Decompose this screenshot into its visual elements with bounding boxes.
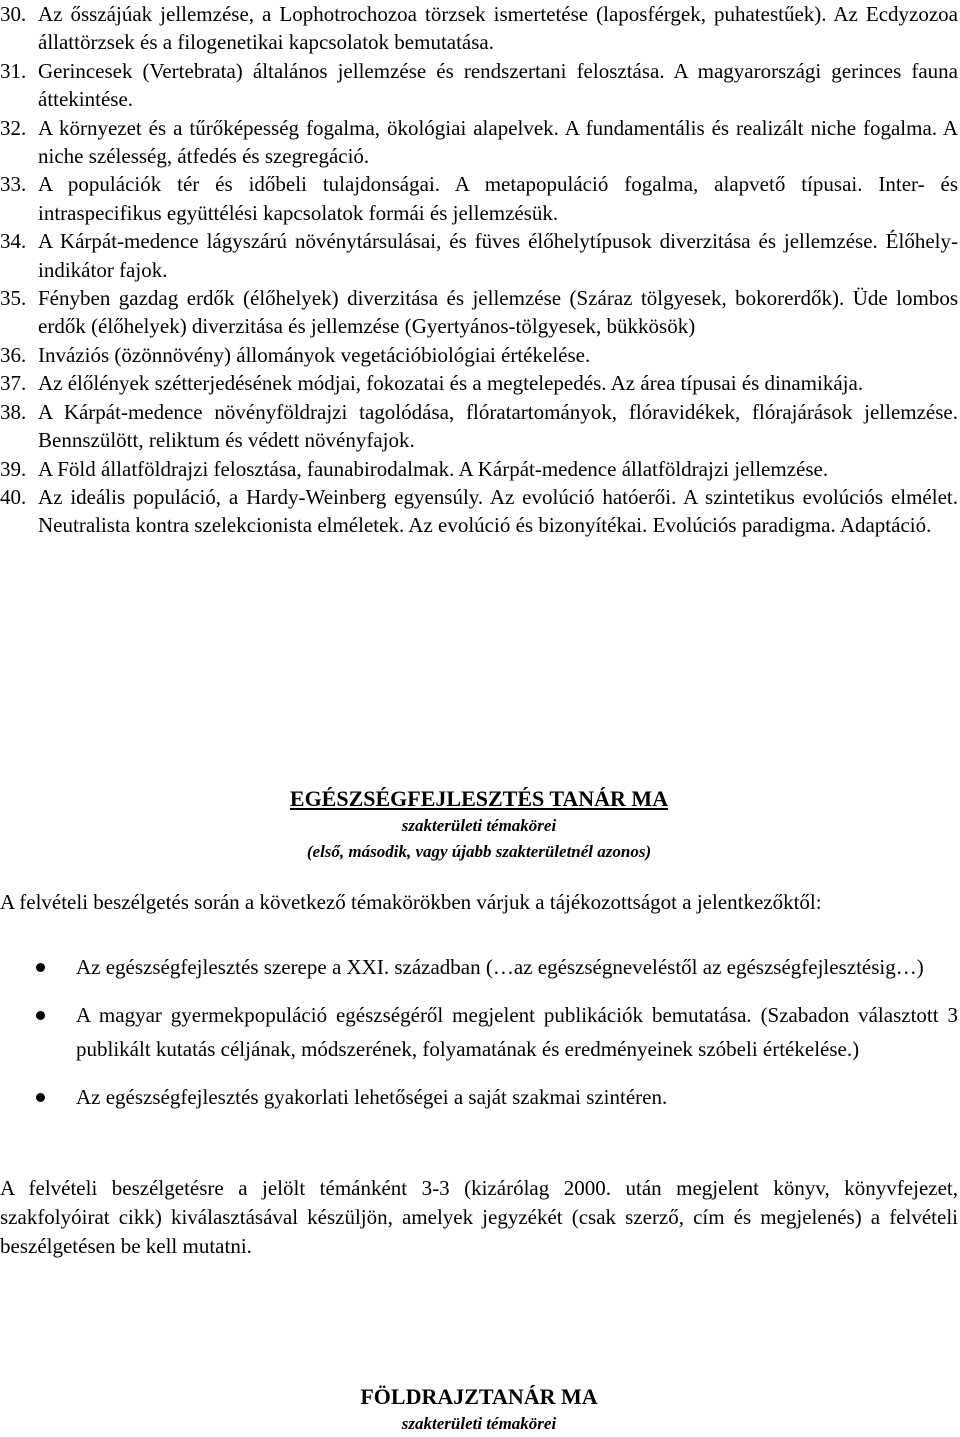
bullet-icon xyxy=(36,1093,45,1102)
topic-text: Inváziós (özönnövény) állományok vegetációbiológiai értékelése. xyxy=(38,342,591,367)
topic-number: 32. xyxy=(0,115,27,140)
topic-text: A populációk tér és időbeli tulajdonságai. A metapopuláció fogalma, alapvető típusai. Inter- és intraspecifikus együttélési kapcsolatok formái és jellemzésük. xyxy=(38,172,958,225)
topic-text: A Kárpát-medence lágyszárú növénytársulásai, és füves élőhelytípusok diverzitása és jellemzése. Élőhely-indikátor fajok. xyxy=(38,229,958,282)
topic-list xyxy=(0,0,958,540)
section-title: FÖLDRAJZTANÁR MA xyxy=(360,1384,598,1409)
topic-text: Az ősszájúak jellemzése, a Lophotrochozoa törzsek ismertetése (laposférgek, puhatestűek). Az Ecdyzozoa állattörzsek és a filogenetikai kapcsolatok bemutatása. xyxy=(38,2,958,55)
topic-text: Fényben gazdag erdők (élőhelyek) diverzitása és jellemzése (Száraz tölgyesek, bokorerdők). Üde lombos erdők (élőhelyek) diverzitása és jellemzése (Gyertyános-tölgyesek, bükkösök) xyxy=(38,286,958,339)
topic-item xyxy=(0,369,958,397)
topic-number: 35. xyxy=(0,286,27,311)
topic-text: A Föld állatföldrajzi felosztása, faunabirodalmak. A Kárpát-medence állatföldrajzi jellemzése. xyxy=(38,456,829,481)
topic-number: 30. xyxy=(0,2,27,26)
list-item xyxy=(0,998,958,1066)
topic-item xyxy=(0,455,958,483)
bullet-list xyxy=(0,950,958,1128)
topic-text: A környezet és a tűrőképesség fogalma, ökológiai alapelvek. A fundamentális és realizált niche fogalma. A niche szélesség, átfedés és szegregáció. xyxy=(38,115,958,169)
section-title: EGÉSZSÉGFEJLESZTÉS TANÁR MA xyxy=(289,786,669,811)
topic-number: 33. xyxy=(0,172,27,197)
list-item xyxy=(0,950,958,984)
list-item-text: Az egészségfejlesztés szerepe a XXI. században (…az egészségneveléstől az egészségfejlesztésig…) xyxy=(76,955,924,979)
bullet-icon xyxy=(36,1011,45,1020)
topic-number: 31. xyxy=(0,58,27,83)
section-heading-egeszsegfejlesztes xyxy=(0,785,958,865)
topic-number: 39. xyxy=(0,456,27,481)
topic-number: 40. xyxy=(0,484,27,509)
topic-item xyxy=(0,227,958,284)
topic-text: A Kárpát-medence növényföldrajzi tagolódása, flóratartományok, flóravidékek, flórajárások jellemzése. Bennszülött, reliktum és védett növényfajok. xyxy=(38,399,958,453)
section-subtitle: szakterületi témakörei xyxy=(401,1414,557,1433)
topic-number: 37. xyxy=(0,371,27,396)
topic-item xyxy=(0,170,958,227)
list-item-text: A magyar gyermekpopuláció egészségéről megjelent publikációk bemutatása. (Szabadon választott 3 publikált kutatás céljának, módszerének, folyamatának és eredményeinek szóbeli értékelése.) xyxy=(76,1003,958,1061)
topic-item xyxy=(0,483,958,540)
topic-text: Az ideális populáció, a Hardy-Weinberg egyensúly. Az evolúció hatóerői. A szintetikus evolúciós elmélet. Neutralista kontra szelekcionista elméletek. Az evolúció és bizonyítékai. Evolúciós paradigma. Adaptáció. xyxy=(38,484,958,538)
topic-text: Az élőlények szétterjedésének módjai, fokozatai és a megtelepedés. Az área típusai és dinamikája. xyxy=(38,371,864,396)
topic-item xyxy=(0,57,958,114)
topic-item xyxy=(0,341,958,369)
intro-paragraph: A felvételi beszélgetés során a következő témakörökben várjuk a tájékozottságot a jelentkezőktől: xyxy=(0,890,822,914)
section-subtitle: szakterületi témakörei xyxy=(401,816,557,835)
bullet-icon xyxy=(36,963,45,972)
topic-item xyxy=(0,284,958,341)
note-paragraph: A felvételi beszélgetésre a jelölt témánként 3-3 (kizárólag 2000. után megjelent könyv, könyvfejezet, szakfolyóirat cikk) kiválasztásával készüljön, amelyek jegyzékét (csak szerző, cím és megjelenés) a felvételi beszélgetésen be kell mutatni. xyxy=(0,1176,958,1258)
list-item xyxy=(0,1080,958,1114)
topic-item xyxy=(0,114,958,171)
list-item-text: Az egészségfejlesztés gyakorlati lehetőségei a saját szakmai szintéren. xyxy=(76,1085,668,1109)
topic-item xyxy=(0,0,958,57)
topic-item xyxy=(0,398,958,455)
topic-number: 36. xyxy=(0,342,27,367)
topic-text: Gerincesek (Vertebrata) általános jellemzése és rendszertani felosztása. A magyarországi gerinces fauna áttekintése. xyxy=(38,58,958,112)
topic-number: 38. xyxy=(0,399,27,424)
section-heading-foldrajz xyxy=(0,1383,958,1437)
section-subtitle-note: (első, második, vagy újabb szakterületnél azonos) xyxy=(306,842,652,861)
topic-number: 34. xyxy=(0,229,27,254)
